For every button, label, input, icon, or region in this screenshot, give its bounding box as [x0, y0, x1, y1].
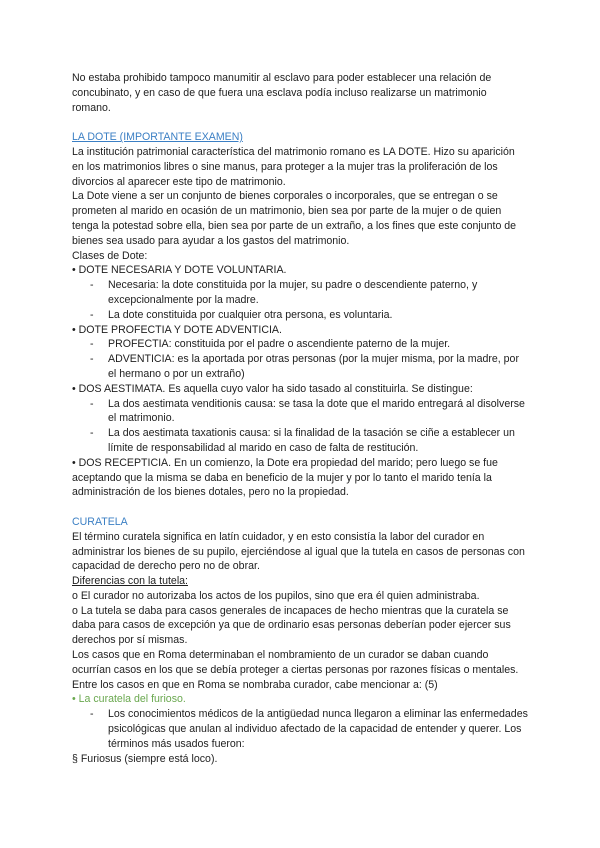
curatela-paragraph-3: Entre los casos en que en Roma se nombraba curador, cabe mencionar a: (5)	[72, 678, 438, 691]
dash-marker: -	[90, 708, 94, 721]
list-item	[72, 308, 528, 323]
curatela-paragraph-2: Los casos que en Roma determinaban el nombramiento de un curador se daban cuando ocurrían casos en los que se debía proteger a ciertas personas por razones físicas o mentales.	[72, 649, 519, 676]
spacer	[72, 115, 528, 130]
dote-bullet-profectia: • DOTE PROFECTIA Y DOTE ADVENTICIA.	[72, 323, 282, 336]
furioso-bullet: • La curatela del furioso.	[72, 693, 186, 706]
list-item-text: La dos aestimata venditionis causa: se tasa la dote que el marido entregará al disolverse el matrimonio.	[108, 397, 525, 425]
dash-marker: -	[90, 338, 94, 351]
list-item-text: PROFECTIA: constituida por el padre o ascendiente paterno de la mujer.	[108, 338, 451, 351]
list-item	[72, 426, 528, 456]
dote-bullet-recepticia: • DOS RECEPTICIA. En un comienzo, la Dote era propiedad del marido; pero luego se fue aceptando que la misma se daba en beneficio de la mujer y por lo tanto el marido tenía la administración de los bienes dotales, pero no la propiedad.	[72, 456, 498, 499]
intro-paragraph: No estaba prohibido tampoco manumitir al esclavo para poder establecer una relación de concubinato, y en caso de que fuera una esclava podía incluso realizarse un matrimonio romano.	[72, 72, 492, 114]
dote-heading: LA DOTE (IMPORTANTE EXAMEN)	[72, 131, 243, 144]
dote-bullet-aestimata: • DOS AESTIMATA. Es aquella cuyo valor ha sido tasado al constituirla. Se distingue:	[72, 382, 473, 395]
list-item-text: La dos aestimata taxationis causa: si la finalidad de la tasación se ciñe a establecer un límite de responsabilidad al marido en caso de falta de restitución.	[108, 427, 515, 454]
diferencia-item: o El curador no autorizaba los actos de los pupilos, sino que era él quien administraba.	[72, 589, 480, 602]
dote-paragraph-2: La Dote viene a ser un conjunto de bienes corporales o incorporales, que se entregan o se prometen al marido en ocasión de un matrimonio, bien sea por parte de la mujer o de quien tenga la potestad sobre ella, bien sea por parte de un extraño, a los fines que este conjunto de bienes sea usado para ayudar a los gastos del matrimonio.	[72, 190, 517, 247]
list-item-text: Necesaria: la dote constituida por la mujer, su padre o descendiente paterno, y excepcionalmente por la madre.	[108, 279, 478, 306]
list-item	[72, 397, 528, 427]
diferencias-heading: Diferencias con la tutela:	[72, 575, 189, 588]
list-item-text: Los conocimientos médicos de la antigüedad nunca llegaron a eliminar las enfermedades psicológicas que anulan al individuo afectado de la capacidad de entender y querer. Los términos más usados fueron:	[108, 708, 528, 750]
document-body	[72, 71, 528, 766]
dash-marker: -	[90, 308, 94, 321]
list-item-text: ADVENTICIA: es la aportada por otras personas (por la mujer misma, por la madre, por el hermano o por un extraño)	[108, 353, 519, 380]
dote-bullet-necesaria: • DOTE NECESARIA Y DOTE VOLUNTARIA.	[72, 264, 287, 277]
list-item-text: La dote constituida por cualquier otra persona, es voluntaria.	[108, 308, 393, 321]
list-item	[72, 337, 528, 352]
spacer	[72, 500, 528, 515]
dote-clases-label: Clases de Dote:	[72, 249, 148, 262]
dash-marker: -	[90, 279, 94, 292]
dash-marker: -	[90, 397, 94, 410]
dash-marker: -	[90, 427, 94, 440]
list-item	[72, 278, 528, 308]
furiosus-item: § Furiosus (siempre está loco).	[72, 752, 218, 765]
curatela-heading: CURATELA	[72, 515, 128, 528]
list-item	[72, 352, 528, 382]
curatela-paragraph-1: El término curatela significa en latín cuidador, y en esto consistía la labor del curador en administrar los bienes de su pupilo, ejerciéndose al igual que la tutela en casos de personas con capacidad de derecho pero no de obrar.	[72, 530, 525, 573]
diferencia-item: o La tutela se daba para casos generales de incapaces de hecho mientras que la curatela se daba para casos de excepción ya que de ordinario esas personas deberían poder ejercer sus derechos por sí mismas.	[72, 604, 511, 647]
dote-paragraph-1: La institución patrimonial característica del matrimonio romano es LA DOTE. Hizo su aparición en los matrimonios libres o sine manus, para proteger a la mujer tras la proliferación de los divorcios al aparecer este tipo de matrimonio.	[72, 145, 515, 188]
dash-marker: -	[90, 353, 94, 366]
list-item	[72, 707, 528, 751]
